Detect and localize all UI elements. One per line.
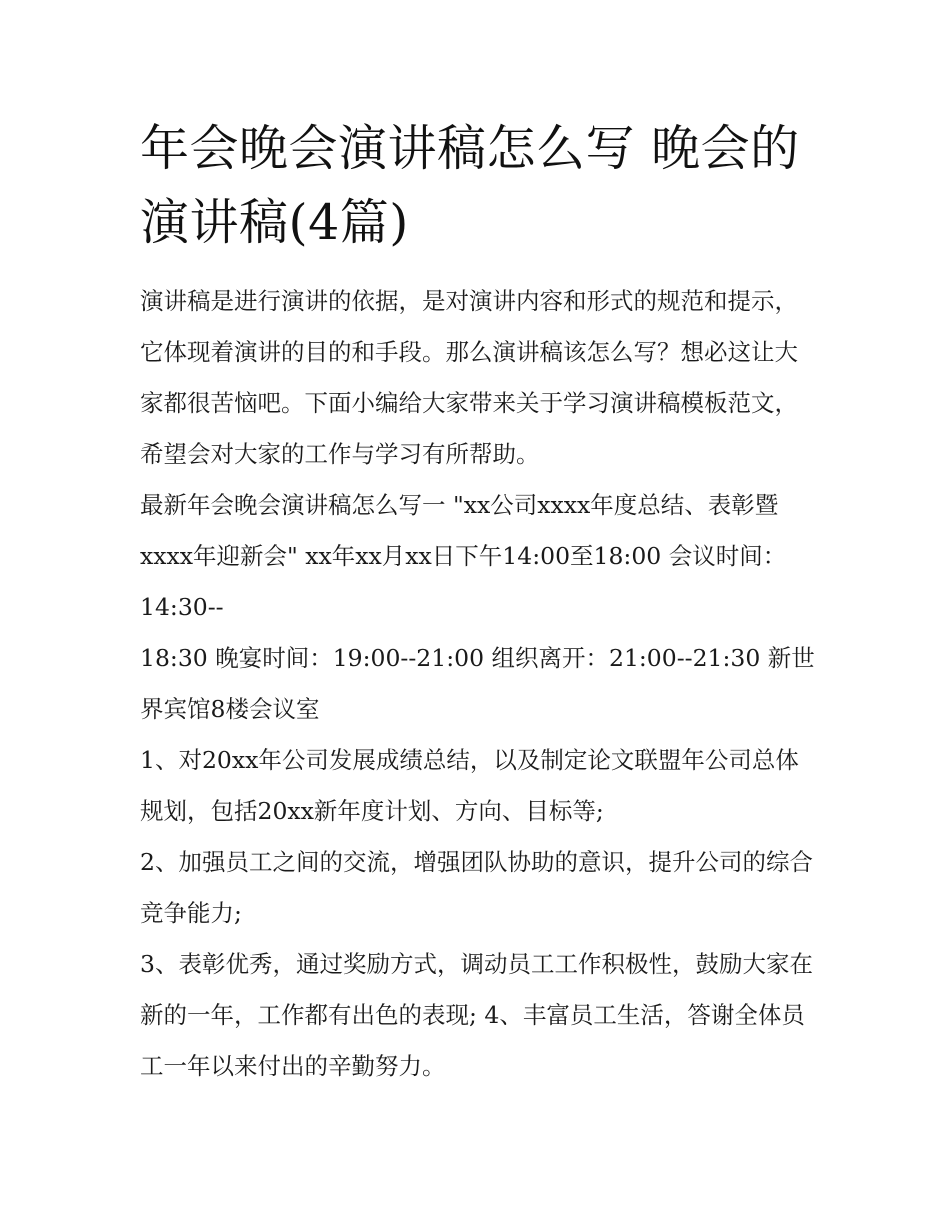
paragraph-item-1: 1、对20xx年公司发展成绩总结，以及制定论文联盟年公司总体规划，包括20xx新年度计划、方向、目标等; <box>140 746 799 825</box>
document-title: 年会晚会演讲稿怎么写 晚会的演讲稿(4篇) <box>140 120 800 251</box>
paragraph-intro: 演讲稿是进行演讲的依据，是对演讲内容和形式的规范和提示，它体现着演讲的目的和手段。那么演讲稿该怎么写？想必这让大家都很苦恼吧。下面小编给大家带来关于学习演讲稿模板范文，希望会对大家的工作与学习有所帮助。 <box>140 287 798 468</box>
paragraph-item-2: 2、加强员工之间的交流，增强团队协助的意识，提升公司的综合竞争能力; <box>140 848 813 927</box>
document-body <box>140 276 820 1092</box>
paragraph-meeting-info: 最新年会晚会演讲稿怎么写一 "xx公司xxxx年度总结、表彰暨xxxx年迎新会" xx年xx月xx日下午14:00至18:00 会议时间：14:30-- <box>140 491 787 621</box>
paragraph-schedule: 18:30 晚宴时间：19:00--21:00 组织离开：21:00--21:30 新世界宾馆8楼会议室 <box>140 644 815 723</box>
paragraph-item-3-4: 3、表彰优秀，通过奖励方式，调动员工工作积极性，鼓励大家在新的一年，工作都有出色的表现; 4、丰富员工生活，答谢全体员工一年以来付出的辛勤努力。 <box>140 950 813 1080</box>
